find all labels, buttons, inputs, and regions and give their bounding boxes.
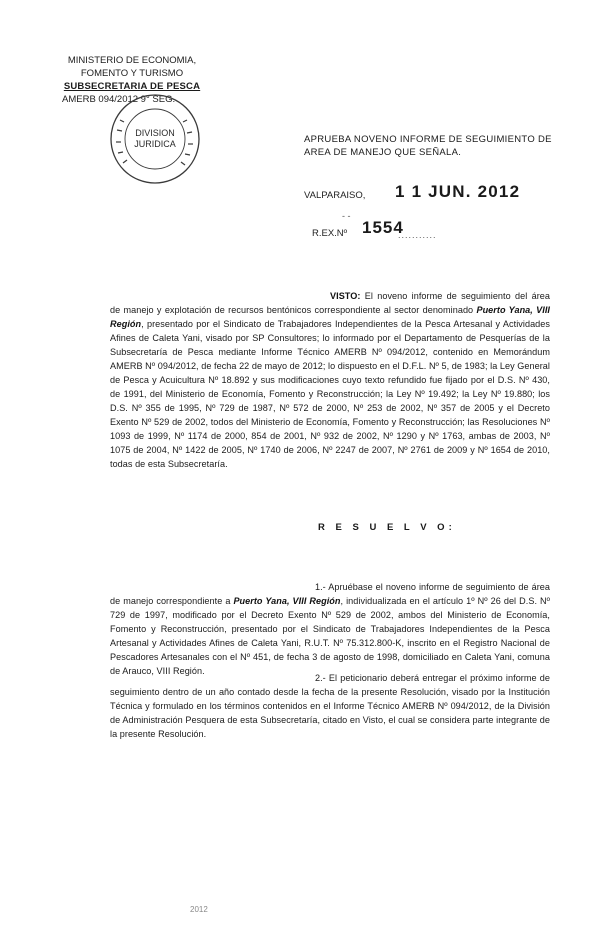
visto-label: VISTO: bbox=[330, 291, 361, 302]
visto-paragraph bbox=[110, 289, 550, 471]
date-stamp: 1 1 JUN. 2012 bbox=[395, 182, 521, 201]
stamp-text-2: JURIDICA bbox=[134, 139, 176, 149]
item1-text-a: 1.- Apruébase el noveno informe de seguimiento de área de manejo correspondiente a bbox=[110, 582, 550, 607]
subject-block bbox=[304, 133, 554, 159]
item1-text-b: , individualizada en el artículo 1º Nº 26 del D.S. Nº 729 de 1997, modificado por el Decreto Exento Nº 529 de 2002, ambos del Ministerio de Economía, Fomento y Reconstrucción, presentado por el Sindicato de Trabajadores Independientes de la Pesca Artesanal y Actividades Afines de Caleta Yani, R.U.T. Nº 75.312.800-K, inscrito en el Registro Nacional de Pescadores Artesanales con el Nº 451, de fecha 3 de agosto de 1998, domiciliado en Caleta Yani, comuna de Arauco, VIII Región. bbox=[110, 596, 551, 677]
visto-text-a: El noveno informe de seguimiento del área de manejo y explotación de recursos bentónicos correspondiente al sector denominado bbox=[110, 291, 550, 316]
subject-line-1: APRUEBA NOVENO INFORME DE SEGUIMIENTO DE bbox=[304, 134, 552, 145]
resolution-number: 1554 bbox=[362, 218, 404, 237]
stamp-text-1: DIVISION bbox=[135, 128, 175, 138]
resolution-item-2: 2.- El peticionario deberá entregar el próximo informe de seguimiento dentro de un año contado desde la fecha de la presente Resolución, visado por la Institución Técnica y formulado en los términos contenidos en el Informe Técnico AMERB Nº 094/2012, de la División de Administración Pesquera de esta Subsecretaría, citado en Visto, el cual se considera parte integrante de la presente Resolución. bbox=[110, 673, 550, 740]
footer-mark-1: 2012 bbox=[190, 905, 208, 914]
reference-line: AMERB 094/2012 9° SEG. bbox=[62, 94, 176, 105]
visto-place: Puerto Yana, VIII Región bbox=[110, 305, 550, 330]
resolution-dots: ........... bbox=[398, 230, 437, 240]
ministry-line-2: FOMENTO Y TURISMO bbox=[80, 68, 184, 79]
item1-place: Puerto Yana, VIII Región bbox=[233, 596, 341, 607]
visto-text-b: , presentado por el Sindicato de Trabajadores Independientes de la Pesca Artesanal y Actividades Afines de Caleta Yani, visado por SP Consultores; lo informado por el Departamento de Pesquerías de la Subsecretaría de Pesca mediante Informe Técnico AMERB Nº 094/2012, contenido en Memorándum AMERB Nº 094/2012, de fecha 22 de mayo de 2012; lo dispuesto en el D.F.L. Nº 5, de 1983; la Ley General de Pesca y Acuicultura Nº 18.892 y sus modificaciones cuyo texto refundido fue fijado por el D.S. Nº 430, de 1991, del Ministerio de Economía, Fomento y Reconstrucción; la Ley Nº 19.492; la Ley Nº 19.880; los D.S. Nº 355 de 1995, Nº 729 de 1987, Nº 572 de 2000, Nº 253 de 2002, Nº 357 de 2005 y el Decreto Exento Nº 529 de 2002, todos del Ministerio de Economía, Fomento y Reconstrucción; las Resoluciones Nº 1093 de 1999, Nº 1174 de 2000, 854 de 2001, Nº 932 de 2002, Nº 1290 y Nº 1763, ambas de 2003, Nº 1075 de 2004, Nº 1422 de 2005, Nº 1740 de 2006, Nº 2247 de 2007, Nº 2761 de 2009 y Nº 1654 de 2010, todas de esta Subsecretaría. bbox=[110, 319, 550, 470]
subject-line-2: AREA DE MANEJO QUE SEÑALA. bbox=[304, 147, 462, 158]
resuelvo-heading: R E S U E L V O: bbox=[318, 522, 456, 533]
place-label: VALPARAISO, bbox=[304, 190, 366, 201]
resolution-tick: - - bbox=[342, 211, 351, 221]
subsecretaria-line: SUBSECRETARIA DE PESCA bbox=[63, 81, 201, 92]
resolution-label: R.EX.Nº bbox=[312, 228, 348, 239]
ministry-line-1: MINISTERIO DE ECONOMIA, bbox=[67, 55, 197, 66]
resolution-item-1 bbox=[110, 580, 550, 678]
division-juridica-stamp bbox=[108, 92, 202, 186]
